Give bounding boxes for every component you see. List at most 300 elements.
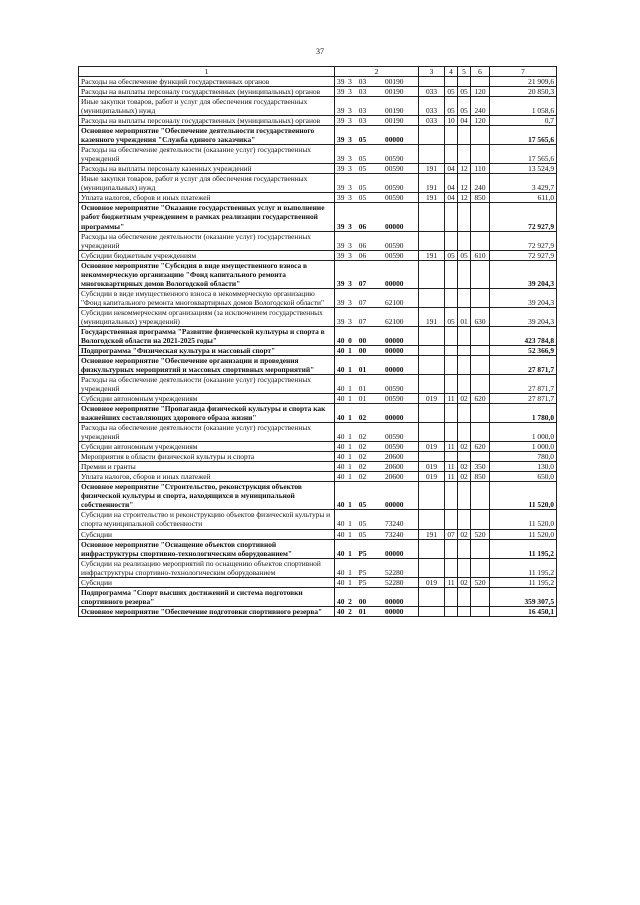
row-name: Премии и гранты — [79, 462, 335, 472]
table-row — [79, 203, 557, 231]
row-ministry-code — [419, 539, 445, 558]
row-expense-type: 520 — [471, 577, 490, 587]
row-ministry-code — [419, 231, 445, 250]
row-direction-code: 00590 — [371, 423, 419, 442]
row-amount: 611,0 — [490, 193, 557, 203]
row-direction-code: 00190 — [371, 97, 419, 116]
row-direction-code: 00000 — [371, 355, 419, 374]
row-ministry-code — [419, 260, 445, 288]
row-expense-type — [471, 260, 490, 288]
row-subprogram-code: 2 — [346, 587, 355, 606]
row-ministry-code: 019 — [419, 462, 445, 472]
table-row — [79, 577, 557, 587]
table-row — [79, 587, 557, 606]
row-section-code: 05 — [445, 307, 458, 326]
row-subsection-code: 12 — [458, 174, 471, 193]
row-activity-code: 03 — [355, 97, 371, 116]
row-direction-code: 00000 — [371, 482, 419, 510]
row-name: Субсидии автономным учреждениям — [79, 442, 335, 452]
row-activity-code: 00 — [355, 326, 371, 345]
row-direction-code: 00000 — [371, 260, 419, 288]
row-name: Субсидии на реализацию мероприятий по оснащению объектов спортивной инфраструктуры спортивно-технологическим оборудованием — [79, 558, 335, 577]
row-name: Основное мероприятие "Обеспечение деятельности государственного казенного учреждения "Служба единого заказчика" — [79, 126, 335, 145]
row-expense-type: 120 — [471, 116, 490, 126]
row-section-code — [445, 375, 458, 394]
row-amount: 52 366,9 — [490, 345, 557, 355]
row-activity-code: P5 — [355, 539, 371, 558]
header-cell-7: 7 — [490, 67, 557, 77]
row-ministry-code: 019 — [419, 577, 445, 587]
row-section-code — [445, 452, 458, 462]
row-amount: 13 524,9 — [490, 164, 557, 174]
row-name: Основное мероприятие "Оснащение объектов спортивной инфраструктуры спортивно-технологическим оборудованием" — [79, 539, 335, 558]
row-activity-code: P5 — [355, 577, 371, 587]
row-program-code: 39 — [335, 97, 346, 116]
row-section-code — [445, 482, 458, 510]
row-subprogram-code: 1 — [346, 510, 355, 529]
row-amount: 130,0 — [490, 462, 557, 472]
row-subprogram-code: 1 — [346, 472, 355, 482]
row-expense-type — [471, 231, 490, 250]
row-name: Иные закупки товаров, работ и услуг для обеспечения государственных (муниципальных) нужд — [79, 174, 335, 193]
row-ministry-code — [419, 288, 445, 307]
table-row — [79, 539, 557, 558]
row-direction-code: 00590 — [371, 250, 419, 260]
row-section-code — [445, 77, 458, 87]
row-section-code: 11 — [445, 577, 458, 587]
row-activity-code: 01 — [355, 355, 371, 374]
row-amount: 16 450,1 — [490, 606, 557, 616]
row-ministry-code: 191 — [419, 174, 445, 193]
row-subsection-code — [458, 452, 471, 462]
row-section-code — [445, 510, 458, 529]
row-expense-type — [471, 423, 490, 442]
table-row — [79, 423, 557, 442]
row-name: Основное мероприятие "Пропаганда физической культуры и спорта как важнейших составляющих здорового образа жизни" — [79, 404, 335, 423]
row-activity-code: 05 — [355, 145, 371, 164]
row-program-code: 39 — [335, 87, 346, 97]
row-amount: 27 871,7 — [490, 394, 557, 404]
row-ministry-code — [419, 375, 445, 394]
row-expense-type — [471, 404, 490, 423]
row-ministry-code: 019 — [419, 394, 445, 404]
row-amount: 27 871,7 — [490, 375, 557, 394]
row-subsection-code: 05 — [458, 250, 471, 260]
table-row — [79, 193, 557, 203]
row-subsection-code: 05 — [458, 97, 471, 116]
row-ministry-code — [419, 558, 445, 577]
row-section-code: 05 — [445, 97, 458, 116]
row-amount: 0,7 — [490, 116, 557, 126]
row-subprogram-code: 1 — [346, 529, 355, 539]
row-subprogram-code: 3 — [346, 288, 355, 307]
row-amount: 1 780,0 — [490, 404, 557, 423]
table-row — [79, 174, 557, 193]
row-ministry-code: 033 — [419, 97, 445, 116]
row-direction-code: 62100 — [371, 288, 419, 307]
table-row — [79, 345, 557, 355]
row-ministry-code — [419, 355, 445, 374]
row-activity-code: P5 — [355, 558, 371, 577]
row-name: Субсидии в виде имущественного взноса в некоммерческую организацию "Фонд капитального ремонта многоквартирных домов Вологодской области" — [79, 288, 335, 307]
table-row — [79, 288, 557, 307]
row-direction-code: 00000 — [371, 126, 419, 145]
row-amount: 1 000,0 — [490, 423, 557, 442]
row-subprogram-code: 1 — [346, 345, 355, 355]
header-cell-1: 1 — [79, 67, 335, 77]
row-activity-code: 06 — [355, 231, 371, 250]
row-direction-code: 52280 — [371, 577, 419, 587]
row-name: Подпрограмма "Спорт высших достижений и система подготовки спортивного резерва" — [79, 587, 335, 606]
row-amount: 650,0 — [490, 472, 557, 482]
row-ministry-code — [419, 126, 445, 145]
row-section-code: 11 — [445, 442, 458, 452]
row-section-code — [445, 423, 458, 442]
row-activity-code: 01 — [355, 606, 371, 616]
row-activity-code: 02 — [355, 442, 371, 452]
row-expense-type: 520 — [471, 529, 490, 539]
row-section-code — [445, 587, 458, 606]
row-subsection-code — [458, 510, 471, 529]
row-section-code: 04 — [445, 174, 458, 193]
row-expense-type: 850 — [471, 193, 490, 203]
row-program-code: 40 — [335, 539, 346, 558]
row-activity-code: 05 — [355, 510, 371, 529]
row-activity-code: 00 — [355, 345, 371, 355]
row-direction-code: 00590 — [371, 231, 419, 250]
row-subsection-code — [458, 375, 471, 394]
row-direction-code: 52280 — [371, 558, 419, 577]
row-name: Субсидии на строительство и реконструкцию объектов физической культуры и спорта муниципальной собственности — [79, 510, 335, 529]
row-activity-code: 03 — [355, 77, 371, 87]
row-program-code: 39 — [335, 126, 346, 145]
row-activity-code: 05 — [355, 529, 371, 539]
row-direction-code: 00000 — [371, 606, 419, 616]
row-amount: 11 520,0 — [490, 482, 557, 510]
row-subsection-code — [458, 326, 471, 345]
table-row — [79, 116, 557, 126]
row-ministry-code — [419, 482, 445, 510]
row-program-code: 40 — [335, 462, 346, 472]
row-ministry-code — [419, 452, 445, 462]
row-section-code — [445, 539, 458, 558]
row-program-code: 39 — [335, 193, 346, 203]
row-direction-code: 00000 — [371, 345, 419, 355]
table-row — [79, 77, 557, 87]
row-program-code: 39 — [335, 145, 346, 164]
row-ministry-code — [419, 510, 445, 529]
table-row — [79, 126, 557, 145]
row-expense-type — [471, 203, 490, 231]
row-activity-code: 05 — [355, 164, 371, 174]
row-subprogram-code: 1 — [346, 375, 355, 394]
row-section-code: 05 — [445, 250, 458, 260]
row-name: Расходы на выплаты персоналу государственных (муниципальных) органов — [79, 87, 335, 97]
row-subsection-code — [458, 345, 471, 355]
row-ministry-code — [419, 145, 445, 164]
row-expense-type — [471, 345, 490, 355]
row-subprogram-code: 1 — [346, 423, 355, 442]
row-program-code: 40 — [335, 452, 346, 462]
header-cell-2: 2 — [335, 67, 419, 77]
row-subsection-code — [458, 404, 471, 423]
row-expense-type — [471, 77, 490, 87]
row-name: Расходы на выплаты персоналу казенных учреждений — [79, 164, 335, 174]
row-program-code: 40 — [335, 606, 346, 616]
row-program-code: 40 — [335, 558, 346, 577]
row-program-code: 40 — [335, 587, 346, 606]
row-activity-code: 00 — [355, 587, 371, 606]
row-program-code: 39 — [335, 174, 346, 193]
row-activity-code: 05 — [355, 126, 371, 145]
row-direction-code: 00590 — [371, 174, 419, 193]
row-expense-type: 240 — [471, 97, 490, 116]
header-cell-4: 4 — [445, 67, 458, 77]
row-ministry-code: 191 — [419, 164, 445, 174]
row-subprogram-code: 3 — [346, 203, 355, 231]
table-row — [79, 307, 557, 326]
row-subprogram-code: 1 — [346, 355, 355, 374]
row-name: Расходы на обеспечение деятельности (оказание услуг) государственных учреждений — [79, 375, 335, 394]
row-section-code: 04 — [445, 193, 458, 203]
row-expense-type: 350 — [471, 462, 490, 472]
row-program-code: 40 — [335, 510, 346, 529]
row-activity-code: 07 — [355, 288, 371, 307]
row-section-code: 10 — [445, 116, 458, 126]
row-subsection-code — [458, 587, 471, 606]
budget-table — [78, 66, 557, 617]
row-subsection-code: 02 — [458, 394, 471, 404]
row-activity-code: 03 — [355, 87, 371, 97]
row-expense-type — [471, 288, 490, 307]
row-activity-code: 07 — [355, 260, 371, 288]
row-section-code: 11 — [445, 462, 458, 472]
row-direction-code: 00000 — [371, 404, 419, 423]
row-ministry-code — [419, 203, 445, 231]
row-expense-type: 630 — [471, 307, 490, 326]
row-direction-code: 00190 — [371, 87, 419, 97]
row-name: Субсидии некоммерческим организациям (за исключением государственных (муниципальных) учреждений) — [79, 307, 335, 326]
table-row — [79, 472, 557, 482]
row-direction-code: 20600 — [371, 462, 419, 472]
table-row — [79, 164, 557, 174]
row-activity-code: 01 — [355, 375, 371, 394]
row-expense-type — [471, 482, 490, 510]
row-amount: 72 927,9 — [490, 203, 557, 231]
row-program-code: 40 — [335, 375, 346, 394]
row-program-code: 40 — [335, 529, 346, 539]
row-name: Расходы на обеспечение деятельности (оказание услуг) государственных учреждений — [79, 231, 335, 250]
row-name: Подпрограмма "Физическая культура и массовый спорт" — [79, 345, 335, 355]
row-program-code: 40 — [335, 577, 346, 587]
row-subsection-code — [458, 539, 471, 558]
row-subsection-code: 01 — [458, 307, 471, 326]
row-amount: 11 195,2 — [490, 558, 557, 577]
row-subprogram-code: 1 — [346, 539, 355, 558]
row-direction-code: 00590 — [371, 394, 419, 404]
row-activity-code: 03 — [355, 116, 371, 126]
row-name: Субсидии бюджетным учреждениям — [79, 250, 335, 260]
row-subprogram-code: 1 — [346, 577, 355, 587]
page-number: 37 — [316, 47, 324, 56]
row-subprogram-code: 1 — [346, 482, 355, 510]
row-subsection-code — [458, 606, 471, 616]
row-expense-type — [471, 558, 490, 577]
row-direction-code: 20600 — [371, 452, 419, 462]
row-subsection-code — [458, 126, 471, 145]
row-subsection-code — [458, 558, 471, 577]
row-activity-code: 01 — [355, 394, 371, 404]
row-name: Мероприятия в области физической культуры и спорта — [79, 452, 335, 462]
row-name: Субсидии автономным учреждениям — [79, 394, 335, 404]
row-activity-code: 07 — [355, 307, 371, 326]
row-ministry-code: 033 — [419, 116, 445, 126]
row-subsection-code: 04 — [458, 116, 471, 126]
table-row — [79, 97, 557, 116]
row-amount: 11 195,2 — [490, 577, 557, 587]
row-subprogram-code: 3 — [346, 174, 355, 193]
row-section-code — [445, 145, 458, 164]
table-row — [79, 87, 557, 97]
row-program-code: 40 — [335, 482, 346, 510]
row-activity-code: 06 — [355, 203, 371, 231]
row-subprogram-code: 3 — [346, 260, 355, 288]
row-amount: 423 784,8 — [490, 326, 557, 345]
row-program-code: 40 — [335, 355, 346, 374]
row-section-code — [445, 355, 458, 374]
row-subprogram-code: 1 — [346, 558, 355, 577]
row-subprogram-code: 3 — [346, 77, 355, 87]
table-row — [79, 231, 557, 250]
row-program-code: 40 — [335, 345, 346, 355]
row-direction-code: 00190 — [371, 116, 419, 126]
row-amount: 20 850,3 — [490, 87, 557, 97]
table-row — [79, 529, 557, 539]
row-subprogram-code: 3 — [346, 250, 355, 260]
row-amount: 11 520,0 — [490, 529, 557, 539]
table-row — [79, 510, 557, 529]
row-subsection-code — [458, 203, 471, 231]
table-row — [79, 558, 557, 577]
row-amount: 17 565,6 — [490, 126, 557, 145]
row-amount: 11 520,0 — [490, 510, 557, 529]
row-name: Расходы на обеспечение функций государственных органов — [79, 77, 335, 87]
row-subprogram-code: 1 — [346, 394, 355, 404]
row-subsection-code — [458, 145, 471, 164]
table-row — [79, 462, 557, 472]
row-expense-type — [471, 510, 490, 529]
row-subprogram-code: 3 — [346, 87, 355, 97]
row-direction-code: 20600 — [371, 472, 419, 482]
row-program-code: 39 — [335, 203, 346, 231]
row-section-code: 05 — [445, 87, 458, 97]
row-amount: 72 927,9 — [490, 231, 557, 250]
row-program-code: 40 — [335, 442, 346, 452]
row-subsection-code — [458, 260, 471, 288]
table-header-row — [79, 67, 557, 77]
row-program-code: 39 — [335, 307, 346, 326]
row-ministry-code: 019 — [419, 442, 445, 452]
row-name: Расходы на обеспечение деятельности (оказание услуг) государственных учреждений — [79, 145, 335, 164]
row-name: Уплата налогов, сборов и иных платежей — [79, 193, 335, 203]
row-subsection-code: 02 — [458, 442, 471, 452]
row-subprogram-code: 3 — [346, 97, 355, 116]
row-section-code — [445, 404, 458, 423]
row-ministry-code — [419, 606, 445, 616]
row-direction-code: 00590 — [371, 442, 419, 452]
row-expense-type — [471, 452, 490, 462]
row-direction-code: 73240 — [371, 529, 419, 539]
row-ministry-code — [419, 404, 445, 423]
row-name: Государственная программа "Развитие физической культуры и спорта в Вологодской области на 2021-2025 годы" — [79, 326, 335, 345]
row-section-code — [445, 606, 458, 616]
row-expense-type — [471, 587, 490, 606]
table-row — [79, 250, 557, 260]
row-expense-type: 850 — [471, 472, 490, 482]
row-section-code: 11 — [445, 394, 458, 404]
row-direction-code: 00590 — [371, 375, 419, 394]
row-ministry-code: 019 — [419, 472, 445, 482]
row-subsection-code — [458, 288, 471, 307]
row-subprogram-code: 2 — [346, 606, 355, 616]
row-program-code: 39 — [335, 164, 346, 174]
row-subsection-code: 02 — [458, 529, 471, 539]
row-name: Основное мероприятие "Обеспечение организации и проведения физкультурных мероприятий и массовых спортивных мероприятий" — [79, 355, 335, 374]
row-expense-type: 240 — [471, 174, 490, 193]
row-ministry-code — [419, 423, 445, 442]
row-ministry-code — [419, 587, 445, 606]
row-amount: 27 871,7 — [490, 355, 557, 374]
row-name: Расходы на обеспечение деятельности (оказание услуг) государственных учреждений — [79, 423, 335, 442]
row-activity-code: 02 — [355, 404, 371, 423]
row-expense-type — [471, 126, 490, 145]
row-section-code: 04 — [445, 164, 458, 174]
row-section-code — [445, 203, 458, 231]
row-expense-type: 120 — [471, 87, 490, 97]
row-activity-code: 02 — [355, 472, 371, 482]
table-row — [79, 145, 557, 164]
row-subprogram-code: 3 — [346, 145, 355, 164]
row-subsection-code: 02 — [458, 472, 471, 482]
row-subsection-code: 02 — [458, 462, 471, 472]
row-program-code: 39 — [335, 77, 346, 87]
table-row — [79, 606, 557, 616]
row-subprogram-code: 3 — [346, 116, 355, 126]
table-row — [79, 442, 557, 452]
row-program-code: 40 — [335, 394, 346, 404]
row-subsection-code — [458, 482, 471, 510]
row-name: Основное мероприятие "Строительство, реконструкция объектов физической культуры и спорта, находящихся в муниципальной собственности" — [79, 482, 335, 510]
row-direction-code: 00190 — [371, 77, 419, 87]
table-row — [79, 404, 557, 423]
row-amount: 39 204,3 — [490, 288, 557, 307]
row-subsection-code: 12 — [458, 193, 471, 203]
row-section-code — [445, 126, 458, 145]
row-name: Основное мероприятие "Субсидия в виде имущественного взноса в некоммерческую организацию "Фонд капитального ремонта многоквартирных домов Вологодской области" — [79, 260, 335, 288]
row-ministry-code: 191 — [419, 307, 445, 326]
header-cell-3: 3 — [419, 67, 445, 77]
row-amount: 39 204,3 — [490, 307, 557, 326]
row-direction-code: 00590 — [371, 193, 419, 203]
row-direction-code: 00000 — [371, 326, 419, 345]
row-section-code: 07 — [445, 529, 458, 539]
row-activity-code: 02 — [355, 423, 371, 442]
row-subprogram-code: 3 — [346, 231, 355, 250]
row-ministry-code: 033 — [419, 87, 445, 97]
header-cell-6: 6 — [471, 67, 490, 77]
row-program-code: 39 — [335, 116, 346, 126]
row-expense-type: 610 — [471, 250, 490, 260]
